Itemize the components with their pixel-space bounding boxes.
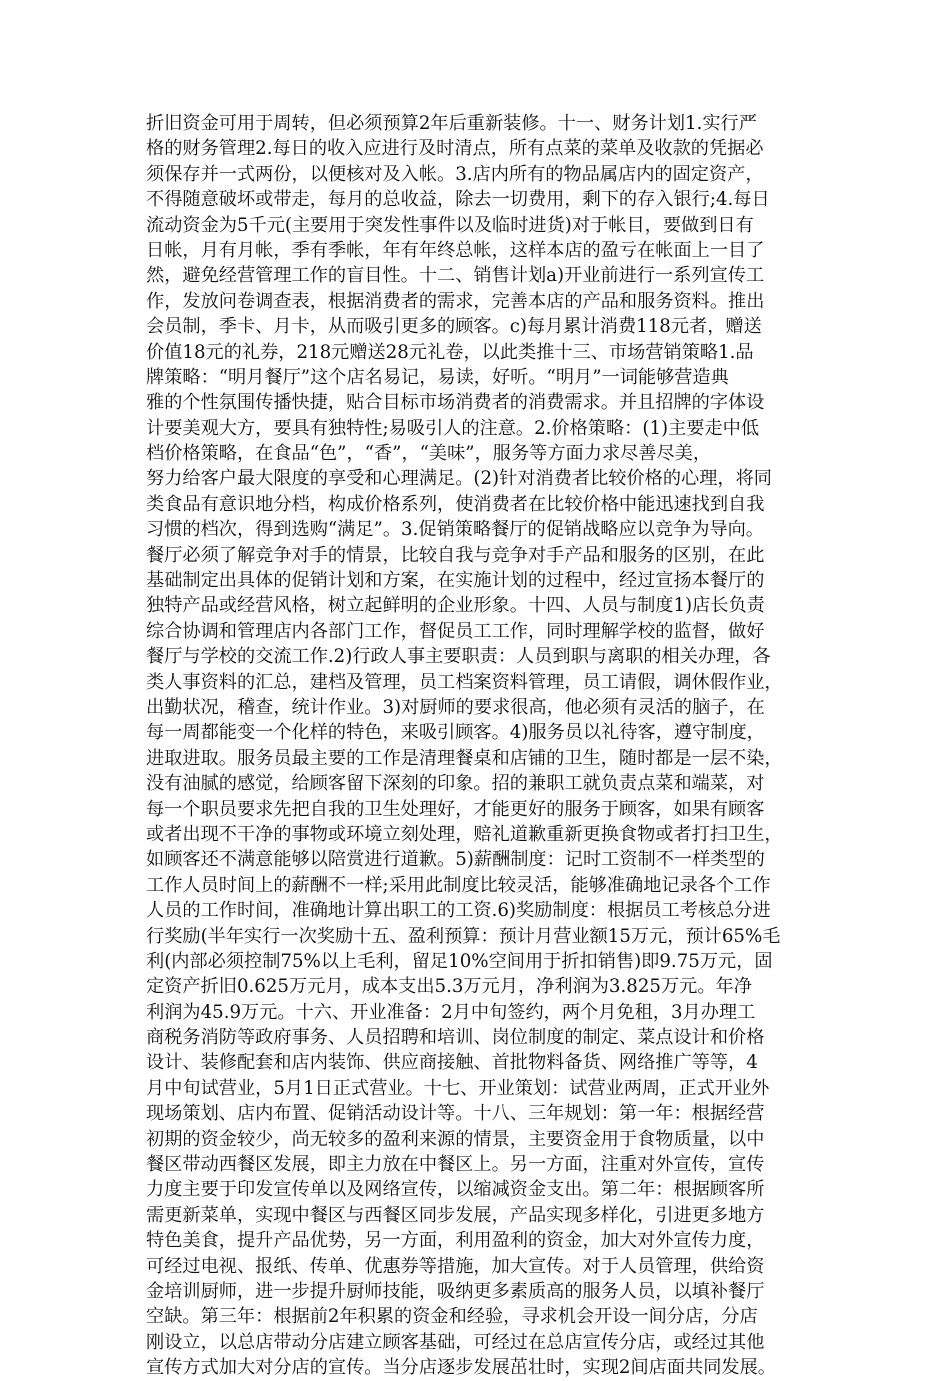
text-line: 特色美食，提升产品优势，另一方面，利用盈利的资金，加大对外宣传力度， (146, 1230, 765, 1252)
text-line: 不得随意破坏或带走，每月的总收益，除去一切费用，剩下的存入银行;4.每日 (146, 189, 770, 211)
text-line: 日帐，月有月帐，季有季帐，年有年终总帐，这样本店的盈亏在帐面上一目了 (146, 239, 765, 261)
text-line: 会员制，季卡、月卡，从而吸引更多的顾客。c)每月累计消费118元者，赠送 (146, 316, 762, 338)
text-line: 然，避免经营管理工作的盲目性。十二、销售计划a)开业前进行一系列宣传工 (146, 265, 765, 287)
text-line: 牌策略：“明月餐厅”这个店名易记，易读，好听。“明月”一词能够营造典 (146, 366, 729, 388)
text-line: 作，发放问卷调查表，根据消费者的需求，完善本店的产品和服务资料。推出 (146, 290, 765, 312)
text-line: 可经过电视、报纸、传单、优惠券等措施，加大宣传。对于人员管理，供给资 (146, 1255, 765, 1277)
text-line: 刚设立，以总店带动分店建立顾客基础，可经过在总店宣传分店，或经过其他 (146, 1331, 765, 1353)
text-line: 基础制定出具体的促销计划和方案，在实施计划的过程中，经过宣扬本餐厅的 (146, 570, 765, 592)
text-line: 或者出现不干净的事物或环境立刻处理，赔礼道歉重新更换食物或者打扫卫生， (146, 823, 783, 845)
text-line: 金培训厨师，进一步提升厨师技能，吸纳更多素质高的服务人员，以填补餐厅 (146, 1280, 765, 1302)
text-line: 现场策划、店内布置、促销活动设计等。十八、三年规划：第一年：根据经营 (146, 1103, 765, 1125)
text-line: 进取进取。服务员最主要的工作是清理餐桌和店铺的卫生，随时都是一层不染， (146, 747, 783, 769)
text-line: 月中旬试营业，5月1日正式营业。十七、开业策划：试营业两周，正式开业外 (146, 1077, 770, 1099)
text-line: 习惯的档次，得到选购“满足”。3.促销策略餐厅的促销战略应以竞争为导向。 (146, 519, 764, 541)
text-line: 流动资金为5千元(主要用于突发性事件以及临时进货)对于帐目，要做到日有 (146, 214, 754, 236)
text-line: 档价格策略，在食品“色”，“香”，“美味”，服务等方面力求尽善尽美， (146, 443, 712, 465)
text-line: 综合协调和管理店内各部门工作，督促员工工作，同时理解学校的监督，做好 (146, 620, 765, 642)
text-line: 利(内部必须控制75%以上毛利，留足10%空间用于折扣销售)即9.75万元，固 (146, 950, 773, 972)
text-line: 宣传方式加大对分店的宣传。当分店逐步发展茁壮时，实现2间店面共同发展。 (146, 1357, 776, 1379)
text-line: 每一个职员要求先把自我的卫生处理好，才能更好的服务于顾客，如果有顾客 (146, 798, 765, 820)
text-line: 需更新菜单，实现中餐区与西餐区同步发展，产品实现多样化，引进更多地方 (146, 1204, 765, 1226)
text-line: 商税务消防等政府事务、人员招聘和培训、岗位制度的制定、菜点设计和价格 (146, 1027, 765, 1049)
text-line: 行奖励(半年实行一次奖励十五、盈利预算：预计月营业额15万元，预计65%毛 (146, 925, 781, 947)
text-line: 空缺。第三年：根据前2年积累的资金和经验，寻求机会开设一间分店，分店 (146, 1306, 758, 1328)
text-line: 出勤状况，稽查，统计作业。3)对厨师的要求很高，他必须有灵活的脑子，在 (146, 696, 765, 718)
text-line: 每一周都能变一个化样的特色，来吸引顾客。4)服务员以礼待客，遵守制度， (146, 722, 765, 744)
text-line: 努力给客户最大限度的享受和心理满足。(2)针对消费者比较价格的心理，将同 (146, 468, 772, 490)
text-line: 计要美观大方，要具有独特性;易吸引人的注意。2.价格策略：(1)主要走中低 (146, 417, 760, 439)
text-line: 设计、装修配套和店内装饰、供应商接触、首批物料备货、网络推广等等，4 (146, 1052, 758, 1074)
text-line: 独特产品或经营风格，树立起鲜明的企业形象。十四、人员与制度1)店长负责 (146, 595, 765, 617)
text-line: 利润为45.9万元。十六、开业准备：2月中旬签约，两个月免租，3月办理工 (146, 1001, 756, 1023)
text-line: 雅的个性氛围传播快捷，贴合目标市场消费者的消费需求。并且招牌的字体设 (146, 392, 765, 414)
text-line: 初期的资金较少，尚无较多的盈利来源的情景，主要资金用于食物质量，以中 (146, 1128, 765, 1150)
text-line: 须保存并一式两份，以便核对及入帐。3.店内所有的物品属店内的固定资产， (146, 163, 764, 185)
text-line: 人员的工作时间，准确地计算出职工的工资.6)奖励制度：根据员工考核总分进 (146, 900, 771, 922)
text-line: 没有油腻的感觉，给顾客留下深刻的印象。招的兼职工就负责点菜和端菜，对 (146, 773, 765, 795)
text-line: 餐厅与学校的交流工作.2)行政人事主要职责：人员到职与离职的相关办理，各 (146, 646, 771, 668)
text-line: 餐区带动西餐区发展，即主力放在中餐区上。另一方面，注重对外宣传，宣传 (146, 1154, 765, 1176)
text-line: 价值18元的礼券，218元赠送28元礼卷，以此类推十三、市场营销策略1.品 (146, 341, 754, 363)
text-line: 工作人员时间上的薪酬不一样;采用此制度比较灵活，能够准确地记录各个工作 (146, 874, 771, 896)
text-line: 类人事资料的汇总，建档及管理，员工档案资料管理，员工请假，调休假作业， (146, 671, 783, 693)
text-line: 折旧资金可用于周转，但必须预算2年后重新装修。十一、财务计划1.实行严 (146, 113, 757, 134)
text-line: 格的财务管理2.每日的收入应进行及时清点，所有点菜的菜单及收款的凭据必 (146, 138, 764, 160)
text-line: 力度主要于印发宣传单以及网络宣传，以缩减资金支出。第二年：根据顾客所 (146, 1179, 765, 1201)
text-line: 类食品有意识地分档，构成价格系列，使消费者在比较价格中能迅速找到自我 (146, 493, 765, 515)
text-line: 餐厅必须了解竞争对手的情景，比较自我与竞争对手产品和服务的区别，在此 (146, 544, 765, 566)
body-text (146, 111, 812, 1381)
text-line: 如顾客还不满意能够以陪赏进行道歉。5)薪酬制度：记时工资制不一样类型的 (146, 849, 765, 871)
text-line: 定资产折旧0.625万元月，成本支出5.3万元月，净利润为3.825万元。年净 (146, 976, 752, 998)
